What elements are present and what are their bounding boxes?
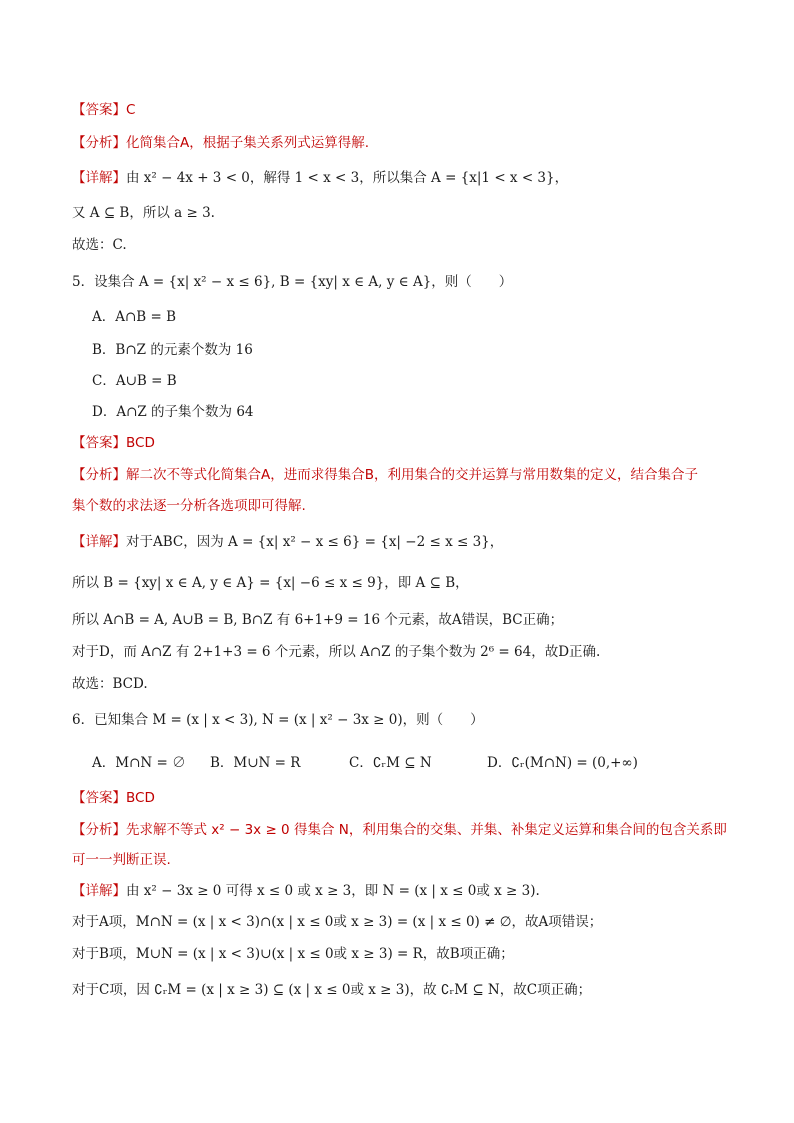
q6-options-row: [92, 751, 712, 771]
answer-value: BCD: [126, 790, 155, 806]
question-5-stem: [72, 272, 734, 292]
detail-continuation: [72, 203, 734, 223]
conclusion-text: 故选：C.: [72, 237, 127, 253]
detail-continuation: [72, 944, 734, 964]
detail-continuation: [72, 642, 734, 662]
q6-option-a: A．M∩N = ∅: [92, 755, 186, 771]
option-text: C．A∪B = B: [92, 373, 177, 389]
analysis-line: [72, 465, 734, 485]
question-6-stem: [72, 710, 734, 730]
analysis-text: 集个数的求法逐一分析各选项即可得解.: [72, 498, 306, 514]
q5-option-c: [92, 371, 734, 391]
question-text: 5．设集合 A = {x| x² − x ≤ 6}, B = {xy| x ∈ A, y ∈ A}，则（ ）: [72, 274, 513, 290]
q5-option-a: [92, 307, 734, 327]
detail-continuation: [72, 573, 734, 593]
answer-line: [72, 788, 734, 808]
analysis-text: 先求解不等式 x² − 3x ≥ 0 得集合 N，利用集合的交集、并集、补集定义运算和集合间的包含关系即: [126, 822, 727, 838]
analysis-text: 解二次不等式化简集合A，进而求得集合B，利用集合的交并运算与常用数集的定义，结合集合子: [126, 467, 698, 483]
q5-option-b: [92, 340, 734, 360]
answer-tag: 【答案】: [72, 102, 126, 118]
detail-tag: 【详解】: [72, 170, 126, 186]
answer-value: C: [126, 102, 136, 118]
detail-text: 对于D，而 A∩Z 有 2+1+3 = 6 个元素，所以 A∩Z 的子集个数为 2⁶ = 64，故D正确.: [72, 644, 601, 660]
conclusion-line: [72, 235, 734, 255]
detail-line: [72, 168, 734, 188]
analysis-line: [72, 133, 734, 153]
analysis-continuation: [72, 496, 734, 516]
detail-text: 又 A ⊆ B，所以 a ≥ 3.: [72, 205, 215, 221]
q6-option-b: B．M∪N = R: [210, 755, 301, 771]
q5-option-d: [92, 402, 734, 422]
detail-continuation: [72, 912, 734, 932]
option-text: A．A∩B = B: [92, 309, 177, 325]
detail-continuation: [72, 610, 734, 630]
detail-text: 由 x² − 4x + 3 < 0，解得 1 < x < 3，所以集合 A = {x|1 < x < 3}，: [126, 170, 569, 186]
detail-line: [72, 881, 734, 901]
detail-text: 对于A项，M∩N = (x | x < 3)∩(x | x ≤ 0或 x ≥ 3) = (x | x ≤ 0) ≠ ∅，故A项错误；: [72, 914, 603, 930]
detail-text: 对于ABC，因为 A = {x| x² − x ≤ 6} = {x| −2 ≤ x ≤ 3}，: [126, 534, 504, 550]
answer-value: BCD: [126, 435, 155, 451]
analysis-line: [72, 820, 734, 840]
analysis-continuation: [72, 850, 734, 870]
detail-text: 所以 B = {xy| x ∈ A, y ∈ A} = {x| −6 ≤ x ≤ 9}，即 A ⊆ B，: [72, 575, 469, 591]
detail-tag: 【详解】: [72, 883, 126, 899]
detail-line: [72, 532, 734, 552]
option-text: D．A∩Z 的子集个数为 64: [92, 404, 254, 420]
answer-line: [72, 100, 734, 120]
answer-line: [72, 433, 734, 453]
detail-continuation: [72, 980, 734, 1000]
q6-option-d: D．∁ᵣ(M∩N) = (0,+∞): [487, 755, 638, 771]
analysis-tag: 【分析】: [72, 467, 126, 483]
conclusion-line: [72, 674, 734, 694]
detail-text: 对于C项，因 ∁ᵣM = (x | x ≥ 3) ⊆ (x | x ≤ 0或 x ≥ 3)，故 ∁ᵣM ⊆ N，故C项正确；: [72, 982, 592, 998]
analysis-text: 化简集合A，根据子集关系列式运算得解.: [126, 135, 370, 151]
analysis-text: 可一一判断正误.: [72, 852, 171, 868]
q6-option-c: C．∁ᵣM ⊆ N: [349, 755, 432, 771]
detail-text: 对于B项，M∪N = (x | x < 3)∪(x | x ≤ 0或 x ≥ 3) = R，故B项正确；: [72, 946, 514, 962]
analysis-tag: 【分析】: [72, 822, 126, 838]
answer-tag: 【答案】: [72, 435, 126, 451]
analysis-tag: 【分析】: [72, 135, 126, 151]
detail-tag: 【详解】: [72, 534, 126, 550]
question-text: 6．已知集合 M = (x | x < 3), N = (x | x² − 3x ≥ 0)，则（ ）: [72, 712, 484, 728]
answer-tag: 【答案】: [72, 790, 126, 806]
detail-text: 由 x² − 3x ≥ 0 可得 x ≤ 0 或 x ≥ 3，即 N = (x | x ≤ 0或 x ≥ 3).: [126, 883, 540, 899]
conclusion-text: 故选：BCD.: [72, 676, 148, 692]
detail-text: 所以 A∩B = A, A∪B = B, B∩Z 有 6+1+9 = 16 个元素，故A错误，BC正确；: [72, 612, 564, 628]
option-text: B．B∩Z 的元素个数为 16: [92, 342, 253, 358]
